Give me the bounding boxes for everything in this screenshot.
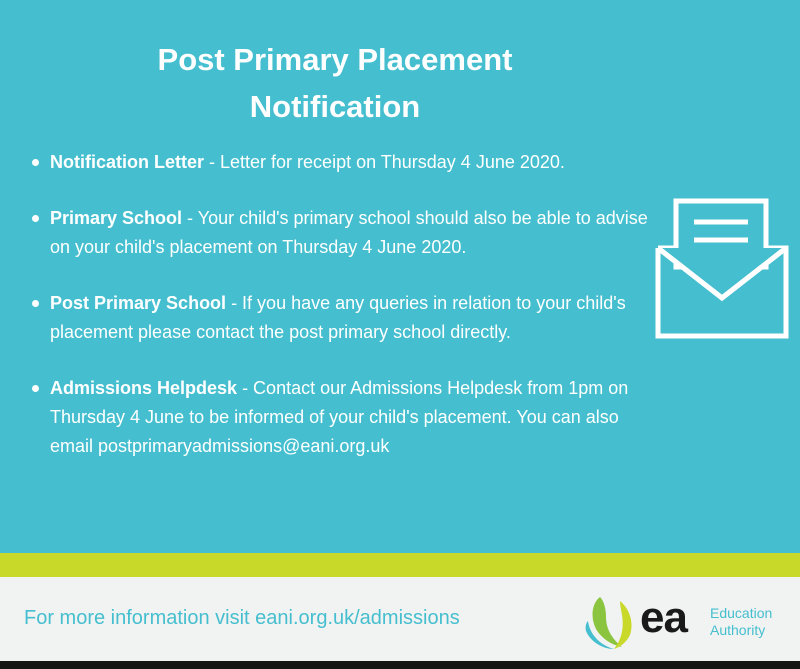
item-term: Primary School xyxy=(50,208,183,228)
item-term: Post Primary School xyxy=(50,293,227,313)
item-text: - If you have any queries in relation to your child's placement please contact the post primary school directly. xyxy=(50,293,626,342)
envelope-icon xyxy=(654,198,790,340)
education-authority-logo-icon xyxy=(582,591,640,651)
education-authority-logo xyxy=(582,591,792,651)
item-text: - Letter for receipt on Thursday 4 June 2020. xyxy=(204,152,565,172)
bottom-bar xyxy=(0,661,800,669)
list-item xyxy=(30,204,650,262)
item-term: Admissions Helpdesk xyxy=(50,378,238,398)
logo-org-line-1: Education xyxy=(710,605,773,621)
list-item xyxy=(30,148,650,177)
list-item xyxy=(30,374,650,461)
page-title xyxy=(70,36,600,130)
footer xyxy=(0,577,800,661)
logo-org-line-2: Authority xyxy=(710,622,766,638)
info-list xyxy=(30,148,650,488)
title-line-2: Notification xyxy=(249,89,421,124)
item-text: - Your child's primary school should also be able to advise on your child's placement on Thursday 4 June 2020. xyxy=(50,208,648,257)
item-text: - Contact our Admissions Helpdesk from 1pm on Thursday 4 June to be informed of your child's placement. You can also email postprimaryadmissions@eani.org.uk xyxy=(50,378,629,456)
logo-organisation-name xyxy=(710,605,792,639)
footer-info-text: For more information visit eani.org.uk/admissions xyxy=(24,607,460,629)
logo-wordmark: ea xyxy=(640,593,687,642)
title-line-1: Post Primary Placement xyxy=(157,42,513,77)
accent-band xyxy=(0,553,800,577)
item-term: Notification Letter xyxy=(50,152,205,172)
list-item xyxy=(30,289,650,347)
